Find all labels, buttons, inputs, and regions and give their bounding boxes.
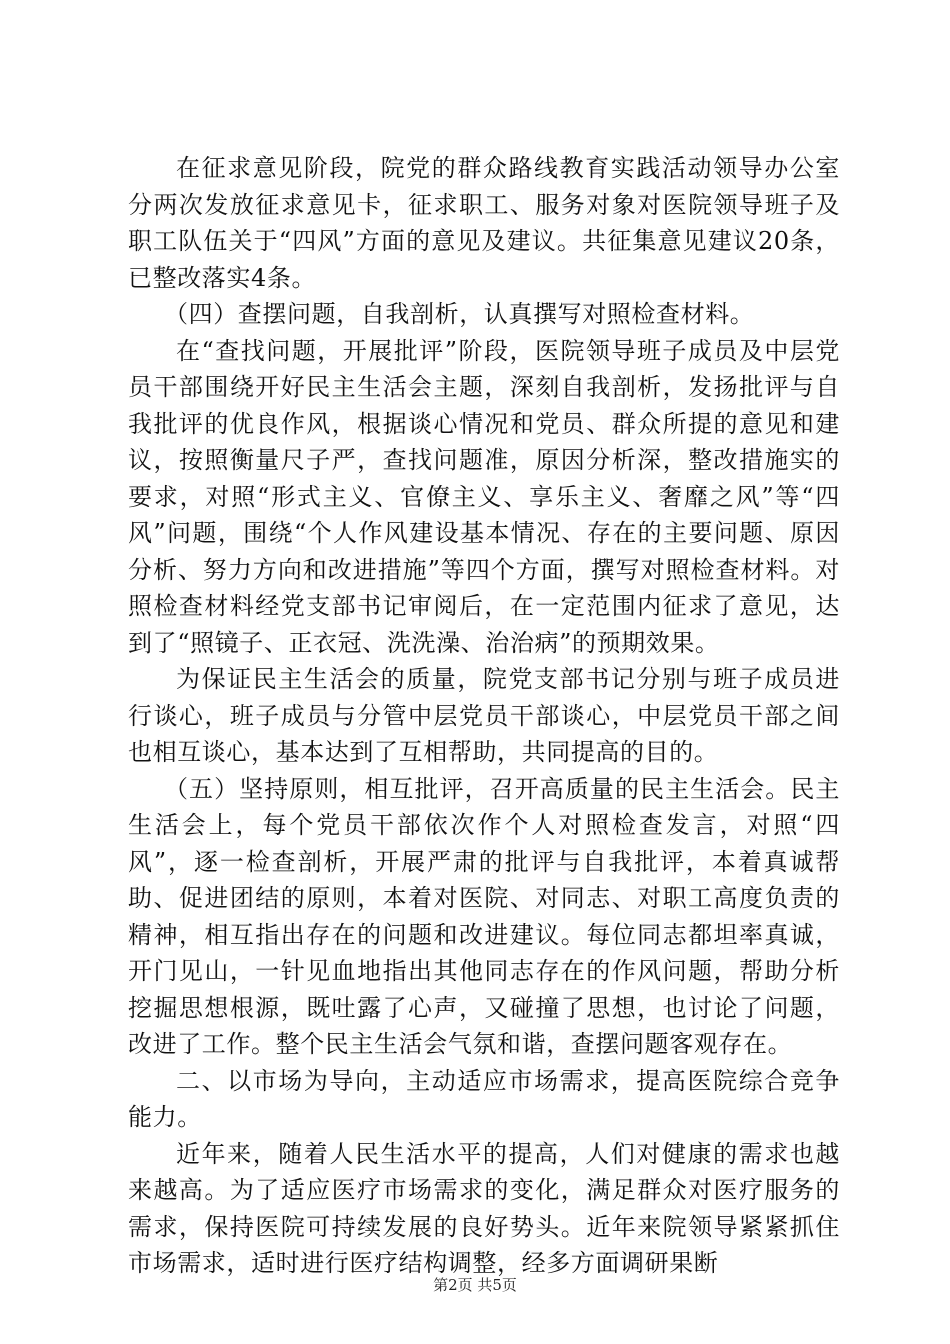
document-body (128, 150, 840, 1282)
page-footer: 第2页 共5页 (433, 1276, 517, 1294)
paragraph-find-problems: 在“查找问题，开展批评”阶段，医院领导班子成员及中层党员干部围绕开好民主生活会主题，深刻自我剖析，发扬批评与自我批评的优良作风，根据谈心情况和党员、群众所提的意见和建议，按照衡量尺子严，查找问题准，原因分析深，整改措施实的要求，对照“形式主义、官僚主义、享乐主义、奢靡之风”等“四风”问题，围绕“个人作风建设基本情况、存在的主要问题、原因分析、努力方向和改进措施”等四个方面，撰写对照检查材料。对照检查材料经党支部书记审阅后，在一定范围内征求了意见，达到了“照镜子、正衣冠、洗洗澡、治治病”的预期效果。 (128, 336, 840, 657)
section-heading-market: 二、以市场为导向，主动适应市场需求，提高医院综合竞争能力。 (128, 1066, 840, 1131)
paragraph-heart-to-heart: 为保证民主生活会的质量，院党支部书记分别与班子成员进行谈心，班子成员与分管中层党员干部谈心，中层党员干部之间也相互谈心，基本达到了互相帮助，共同提高的目的。 (128, 665, 840, 766)
paragraph-solicit-opinions: 在征求意见阶段，院党的群众路线教育实践活动领导办公室分两次发放征求意见卡，征求职工、服务对象对医院领导班子及职工队伍关于“四风”方面的意见及建议。共征集意见建议20条，已整改落实4条。 (128, 154, 840, 292)
section-heading-four: （四）查摆问题，自我剖析，认真撰写对照检查材料。 (164, 300, 755, 328)
paragraph-democratic-meeting: （五）坚持原则，相互批评，召开高质量的民主生活会。民主生活会上，每个党员干部依次作个人对照检查发言，对照“四风”，逐一检查剖析，开展严肃的批评与自我批评，本着真诚帮助、促进团结的原则，本着对医院、对同志、对职工高度负责的精神，相互指出存在的问题和改进建议。每位同志都坦率真诚，开门见山，一针见血地指出其他同志存在的作风问题，帮助分析挖掘思想根源，既吐露了心声，又碰撞了思想，也讨论了问题，改进了工作。整个民主生活会气氛和谐，查摆问题客观存在。 (128, 774, 840, 1058)
paragraph-recent-years: 近年来，随着人民生活水平的提高，人们对健康的需求也越来越高。为了适应医疗市场需求的变化，满足群众对医疗服务的需求，保持医院可持续发展的良好势头。近年来院领导紧紧抓住市场需求，适时进行医疗结构调整，经多方面调研果断 (128, 1139, 840, 1277)
